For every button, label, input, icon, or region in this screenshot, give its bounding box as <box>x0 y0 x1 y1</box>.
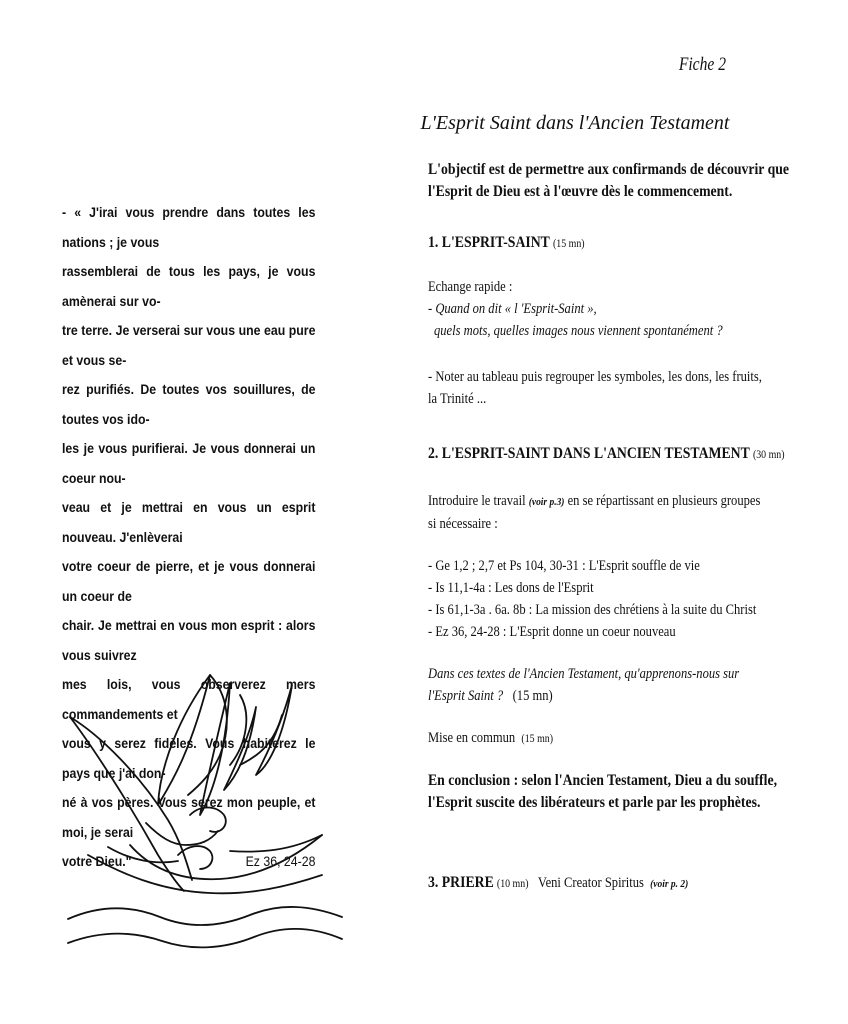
question-line: l'Esprit Saint ? <box>428 688 504 704</box>
body-line: Echange rapide : <box>428 279 513 295</box>
conclusion-line: En conclusion : selon l'Ancien Testament, Dieu a du souffle, <box>428 772 778 789</box>
section-heading: 1. L'ESPRIT-SAINT <box>428 234 550 251</box>
reference-item: - Ge 1,2 ; 2,7 et Ps 104, 30-31 : L'Esprit souffle de vie <box>428 558 700 574</box>
body-line: la Trinité ... <box>428 391 487 407</box>
section-2-heading <box>428 443 785 466</box>
quote-line: votre Dieu." <box>62 853 132 869</box>
body-line: Introduire le travail <box>428 493 526 509</box>
quote-line: veau et je mettrai en vous un esprit nouveau. J'enlèverai <box>62 499 316 545</box>
section-3-heading <box>428 872 738 895</box>
page-reference: (voir p. 2) <box>650 878 689 890</box>
question-line: Dans ces textes de l'Ancien Testament, qu'apprenons-nous sur <box>428 666 740 682</box>
body-line: - Noter au tableau puis regrouper les symboles, les dons, les fruits, <box>428 369 762 385</box>
dove-illustration <box>60 655 350 955</box>
quote-line: rassemblerai de tous les pays, je vous amènerai sur vo- <box>62 263 316 309</box>
reference-item: - Is 61,1-3a . 6a. 8b : La mission des chrétiens à la suite du Christ <box>428 602 757 618</box>
section-time: (15 mn) <box>512 688 553 704</box>
section-time: (15 mn) <box>552 238 585 250</box>
section-1-body <box>428 276 762 410</box>
quote-line: les je vous purifierai. Je vous donnerai un coeur nou- <box>62 440 316 486</box>
section-time: (30 mn) <box>752 449 785 461</box>
body-line: Mise en commun <box>428 730 516 746</box>
body-line: en se répartissant en plusieurs groupes <box>567 493 761 509</box>
section-time: (10 mn) <box>496 878 529 890</box>
quote-line: rez purifiés. De toutes vos souillures, de toutes vos ido- <box>62 381 316 427</box>
quote-line: votre coeur de pierre, et je vous donnerai un coeur de <box>62 558 316 604</box>
quote-line: né à vos pères. Vous serez mon peuple, et moi, je serai <box>62 794 316 840</box>
intro-line: l'Esprit de Dieu est à l'œuvre dès le commencement. <box>428 183 733 200</box>
section-1-heading <box>428 232 738 255</box>
question-line: quels mots, quelles images nous viennent spontanément ? <box>434 323 723 339</box>
section-time: (15 mn) <box>521 733 554 745</box>
conclusion-line: l'Esprit suscite des libérateurs et parle par les prophètes. <box>428 794 761 811</box>
intro-line: L'objectif est de permettre aux confirmands de découvrir que <box>428 161 790 178</box>
section-2-body <box>428 490 778 814</box>
question-line: - Quand on dit « l 'Esprit-Saint », <box>428 301 597 317</box>
quote-line: tre terre. Je verserai sur vous une eau pure et vous se- <box>62 322 316 368</box>
hymn-title: Veni Creator Spiritus <box>537 875 644 891</box>
quote-line: vous y serez fidèles. Vous habiterez le pays que j'ai don- <box>62 735 316 781</box>
quote-line: mes lois, vous observerez mers commandements et <box>62 676 316 722</box>
intro-text <box>428 159 790 203</box>
section-heading: 2. L'ESPRIT-SAINT DANS L'ANCIEN TESTAMENT <box>428 445 750 462</box>
body-line: si nécessaire : <box>428 516 498 532</box>
page-title: L'Esprit Saint dans l'Ancien Testament <box>420 112 730 134</box>
quote-reference: Ez 36, 24-28 <box>245 853 316 869</box>
page-label: Fiche 2 <box>678 54 726 75</box>
section-heading: 3. PRIERE <box>428 874 494 891</box>
quote-line: chair. Je mettrai en vous mon esprit : alors vous suivrez <box>62 617 316 663</box>
reference-item: - Ez 36, 24-28 : L'Esprit donne un coeur nouveau <box>428 624 676 640</box>
reference-item: - Is 11,1-4a : Les dons de l'Esprit <box>428 580 594 596</box>
page-reference: (voir p.3) <box>528 496 565 508</box>
quote-line: - « J'irai vous prendre dans toutes les nations ; je vous <box>62 204 316 250</box>
